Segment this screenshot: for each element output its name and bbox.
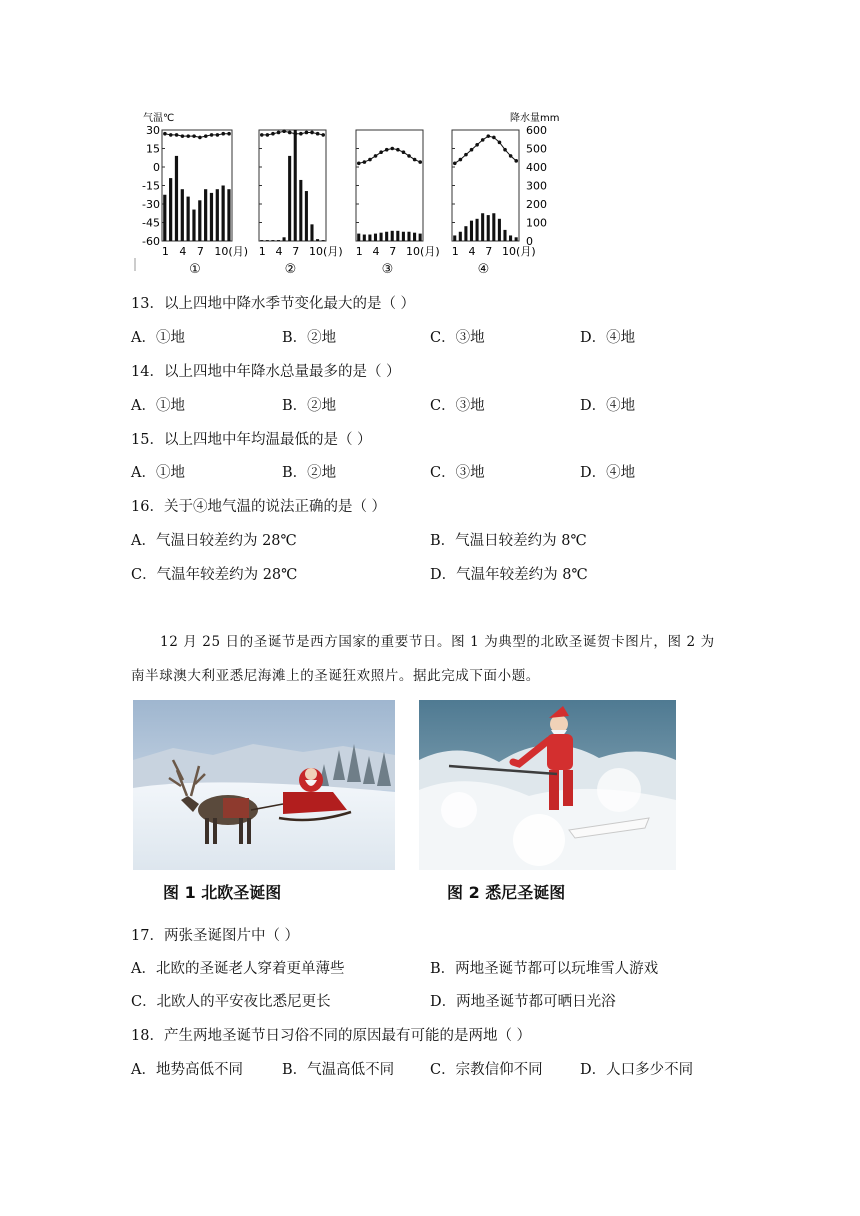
month-tick-label: 10(月)	[214, 245, 249, 258]
precip-bar	[204, 189, 207, 241]
month-tick-label: 10(月)	[502, 245, 536, 258]
temperature-point	[363, 160, 367, 164]
q14-option-a[interactable]: A．①地	[131, 398, 185, 414]
question-15-stem: 15．以上四地中年均温最低的是（ ）	[131, 432, 372, 448]
precip-tick-label: 400	[526, 161, 547, 174]
climate-chart-4	[452, 130, 536, 277]
precip-bar	[163, 195, 166, 241]
month-tick-label: 1	[161, 245, 169, 258]
precip-tick-label: 500	[526, 142, 547, 156]
temperature-point	[390, 147, 394, 151]
month-tick-label: 4	[468, 245, 476, 258]
chart-frame	[356, 130, 423, 241]
temperature-point	[475, 143, 479, 147]
precip-bar	[181, 189, 184, 241]
precip-bar	[492, 213, 495, 241]
figure-1-nordic-christmas-photo	[133, 700, 395, 870]
temperature-point	[163, 132, 167, 136]
figure-2-sydney-christmas-photo	[419, 700, 676, 870]
chart-frame	[452, 130, 519, 241]
precip-axis-ticks	[526, 124, 547, 248]
temperature-point	[299, 132, 303, 136]
month-tick-label: 4	[179, 245, 187, 258]
temperature-point	[368, 158, 372, 162]
q17-option-c[interactable]: C．北欧人的平安夜比悉尼更长	[131, 994, 331, 1010]
temperature-point	[498, 141, 502, 145]
temp-tick-label: 0	[153, 161, 160, 174]
temperature-line	[262, 131, 323, 135]
temperature-point	[310, 131, 314, 135]
q16-option-c[interactable]: C．气温年较差约为 28℃	[131, 567, 298, 583]
temperature-point	[175, 133, 179, 137]
temperature-point	[385, 148, 389, 152]
temperature-point	[459, 158, 463, 162]
temperature-point	[260, 133, 264, 137]
question-18-stem: 18．产生两地圣诞节日习俗不同的原因最有可能的是两地（ ）	[131, 1028, 532, 1044]
precip-tick-label: 0	[526, 235, 533, 248]
chart-label: ③	[381, 262, 394, 277]
temperature-point	[514, 159, 518, 163]
precip-tick-label: 300	[526, 179, 547, 193]
precip-bar	[294, 130, 297, 241]
temp-tick-label: -60	[142, 235, 160, 248]
q15-option-a[interactable]: A．①地	[131, 465, 185, 481]
month-tick-label: 1	[258, 245, 266, 258]
temperature-point	[481, 138, 485, 142]
temperature-line	[455, 136, 516, 163]
q18-option-b[interactable]: B．气温高低不同	[282, 1062, 395, 1078]
precip-bar	[470, 221, 473, 241]
q15-option-c[interactable]: C．③地	[430, 465, 485, 481]
temp-tick-label: 15	[146, 142, 160, 156]
temperature-point	[221, 132, 225, 136]
precip-bar	[192, 210, 195, 241]
precip-bar	[509, 235, 512, 241]
temp-tick-label: 30	[146, 124, 160, 137]
month-tick-label: 1	[451, 245, 459, 258]
temperature-point	[227, 132, 231, 136]
precip-bar	[283, 237, 286, 241]
precip-axis-title: 降水量mm	[510, 113, 560, 124]
temperature-point	[357, 162, 361, 166]
temperature-point	[374, 154, 378, 158]
temperature-point	[509, 154, 513, 158]
temp-axis-ticks	[142, 124, 160, 248]
precip-bar	[498, 219, 501, 241]
month-tick-label: 7	[292, 245, 300, 258]
temperature-line	[165, 134, 229, 138]
q13-option-b[interactable]: B．②地	[282, 330, 337, 346]
q14-option-c[interactable]: C．③地	[430, 398, 485, 414]
precip-bar	[402, 232, 405, 241]
precip-bar	[481, 213, 484, 241]
precip-bar	[210, 193, 213, 241]
temp-tick-label: -30	[142, 198, 160, 211]
temperature-point	[413, 158, 417, 162]
chart-label: ④	[477, 262, 490, 277]
question-13-stem: 13．以上四地中降水季节变化最大的是（ ）	[131, 296, 416, 312]
precip-bar	[198, 200, 201, 241]
temperature-point	[453, 162, 457, 166]
precip-bar	[413, 233, 416, 241]
temperature-point	[293, 132, 297, 136]
q15-option-d[interactable]: D．④地	[580, 465, 636, 481]
precip-bar	[271, 240, 274, 241]
figure-1-caption: 图 1 北欧圣诞图	[163, 883, 282, 902]
temperature-point	[305, 131, 309, 135]
temperature-point	[402, 150, 406, 154]
q14-option-d[interactable]: D．④地	[580, 398, 636, 414]
temperature-point	[181, 134, 185, 138]
q16-option-b[interactable]: B．气温日较差约为 8℃	[430, 533, 587, 549]
precip-bar	[385, 232, 388, 241]
temperature-line	[359, 149, 420, 164]
temperature-point	[169, 133, 173, 137]
temperature-point	[396, 148, 400, 152]
q14-option-b[interactable]: B．②地	[282, 398, 337, 414]
q17-option-d[interactable]: D．两地圣诞节都可晒日光浴	[430, 994, 616, 1010]
month-tick-label: 7	[196, 245, 204, 258]
precip-bar	[407, 232, 410, 241]
q13-option-d[interactable]: D．④地	[580, 330, 636, 346]
precip-bar	[374, 234, 377, 241]
temperature-point	[204, 134, 208, 138]
precip-bar	[368, 235, 371, 241]
temperature-point	[321, 133, 325, 137]
month-tick-label: 7	[485, 245, 493, 258]
temp-tick-label: -45	[142, 216, 160, 230]
temperature-point	[418, 160, 422, 164]
month-tick-label: 7	[389, 245, 397, 258]
temperature-point	[379, 150, 383, 154]
q13-option-c[interactable]: C．③地	[430, 330, 485, 346]
precip-bar	[260, 240, 263, 241]
temperature-point	[216, 133, 220, 137]
precip-bar	[391, 231, 394, 241]
precip-bar	[464, 226, 467, 241]
temperature-point	[192, 134, 196, 138]
temperature-point	[210, 133, 214, 137]
temperature-point	[288, 131, 292, 135]
passage-line-2: 南半球澳大利亚悉尼海滩上的圣诞狂欢照片。据此完成下面小题。	[131, 668, 540, 684]
q17-option-b[interactable]: B．两地圣诞节都可以玩堆雪人游戏	[430, 961, 659, 977]
temp-tick-label: -15	[142, 179, 160, 193]
precip-tick-label: 100	[526, 216, 547, 230]
precip-bar	[222, 186, 225, 242]
question-17-stem: 17．两张圣诞图片中（ ）	[131, 928, 300, 944]
temperature-point	[503, 148, 507, 152]
q15-option-b[interactable]: B．②地	[282, 465, 337, 481]
temperature-point	[198, 136, 202, 140]
precip-bar	[316, 239, 319, 241]
month-tick-label: 1	[355, 245, 363, 258]
temperature-point	[492, 136, 496, 140]
q16-option-d[interactable]: D．气温年较差约为 8℃	[430, 567, 588, 583]
precip-bar	[169, 178, 172, 241]
temperature-point	[266, 133, 270, 137]
figure-2-caption: 图 2 悉尼圣诞图	[447, 883, 566, 902]
precip-bar	[419, 234, 422, 241]
precip-bar	[227, 189, 230, 241]
precip-bar	[266, 240, 269, 241]
precip-bar	[175, 156, 178, 241]
precip-bar	[476, 219, 479, 241]
q17-option-a[interactable]: A．北欧的圣诞老人穿着更单薄些	[131, 961, 345, 977]
temperature-point	[407, 154, 411, 158]
precip-bar	[305, 191, 308, 241]
climate-chart-1	[162, 130, 248, 277]
temp-axis-title: 气温℃	[143, 113, 175, 124]
precip-bar	[515, 237, 518, 241]
month-tick-label: 4	[275, 245, 283, 258]
passage-line-1: 12 月 25 日的圣诞节是西方国家的重要节日。图 1 为典型的北欧圣诞贺卡图片，图 2 为	[160, 634, 715, 650]
temperature-point	[282, 129, 286, 133]
precip-bar	[453, 235, 456, 241]
temperature-point	[316, 132, 320, 136]
precip-bar	[288, 156, 291, 241]
precip-bar	[357, 234, 360, 241]
q18-option-a[interactable]: A．地势高低不同	[131, 1062, 243, 1078]
climate-chart-3	[356, 130, 440, 277]
precip-bar	[396, 231, 399, 241]
month-tick-label: 10(月)	[309, 245, 343, 258]
precip-bar	[187, 197, 190, 241]
month-tick-label: 4	[372, 245, 380, 258]
temperature-point	[486, 134, 490, 138]
chart-frame	[259, 130, 326, 241]
question-16-stem: 16．关于④地气温的说法正确的是（ ）	[131, 499, 387, 515]
climate-chart-2	[259, 129, 343, 277]
precip-tick-label: 600	[526, 124, 547, 137]
precip-bar	[487, 215, 490, 241]
precip-bar	[216, 189, 219, 241]
temperature-point	[464, 153, 468, 157]
climate-charts	[130, 105, 570, 280]
precip-tick-label: 200	[526, 198, 547, 211]
precip-bar	[363, 235, 366, 241]
temperature-point	[271, 132, 275, 136]
q18-option-c[interactable]: C．宗教信仰不同	[430, 1062, 543, 1078]
precip-bar	[299, 180, 302, 241]
question-14-stem: 14．以上四地中年降水总量最多的是（ ）	[131, 364, 401, 380]
precip-bar	[459, 232, 462, 241]
chart-label: ②	[284, 262, 297, 277]
q18-option-d[interactable]: D．人口多少不同	[580, 1062, 694, 1078]
precip-bar	[277, 240, 280, 241]
precip-bar	[503, 230, 506, 241]
q16-option-a[interactable]: A．气温日较差约为 28℃	[131, 533, 297, 549]
precip-bar	[322, 240, 325, 241]
precip-bar	[380, 233, 383, 241]
q13-option-a[interactable]: A．①地	[131, 330, 185, 346]
chart-label: ①	[189, 262, 201, 277]
temperature-point	[186, 134, 190, 138]
precip-bar	[310, 224, 313, 241]
chart-frame	[162, 130, 232, 241]
temperature-point	[277, 131, 281, 135]
temperature-point	[470, 148, 474, 152]
month-tick-label: 10(月)	[406, 245, 440, 258]
